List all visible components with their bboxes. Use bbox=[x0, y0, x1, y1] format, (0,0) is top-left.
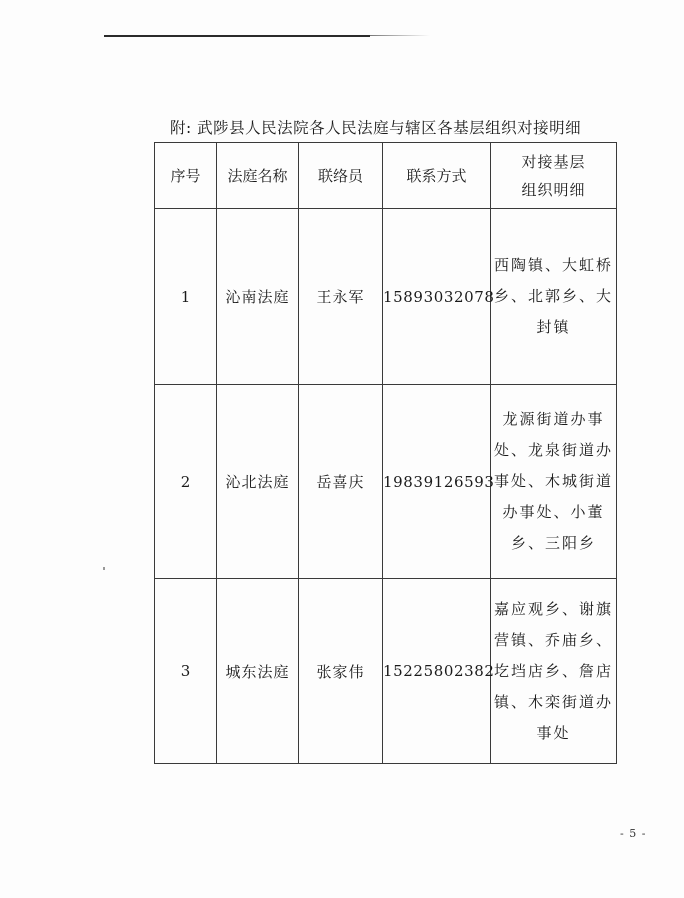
court-liaison-table bbox=[154, 142, 617, 764]
cell-seq: 2 bbox=[155, 385, 217, 579]
cell-contact: 岳喜庆 bbox=[299, 385, 383, 579]
page-number: - 5 - bbox=[620, 827, 647, 840]
cell-orgs: 西陶镇、大虹桥乡、北郭乡、大封镇 bbox=[491, 209, 617, 385]
cell-orgs: 嘉应观乡、谢旗营镇、乔庙乡、圪垱店乡、詹店镇、木栾街道办事处 bbox=[491, 579, 617, 764]
cell-phone: 15225802382 bbox=[383, 579, 491, 764]
header-rule-fade bbox=[370, 35, 430, 36]
table-row bbox=[155, 209, 617, 385]
cell-seq: 1 bbox=[155, 209, 217, 385]
table-row bbox=[155, 385, 617, 579]
cell-orgs: 龙源街道办事处、龙泉街道办事处、木城街道办事处、小董乡、三阳乡 bbox=[491, 385, 617, 579]
header-contact: 联络员 bbox=[299, 143, 383, 209]
header-org-line2: 组织明细 bbox=[521, 180, 586, 199]
cell-phone: 19839126593 bbox=[383, 385, 491, 579]
table-header-row bbox=[155, 143, 617, 209]
scan-speck bbox=[103, 567, 105, 570]
header-seq: 序号 bbox=[155, 143, 217, 209]
cell-seq: 3 bbox=[155, 579, 217, 764]
header-court: 法庭名称 bbox=[217, 143, 299, 209]
cell-contact: 张家伟 bbox=[299, 579, 383, 764]
header-org-line1: 对接基层 bbox=[521, 152, 586, 171]
page-title: 附: 武陟县人民法院各人民法庭与辖区各基层组织对接明细 bbox=[170, 119, 582, 137]
header-rule bbox=[104, 35, 370, 37]
cell-court: 沁北法庭 bbox=[217, 385, 299, 579]
cell-phone: 15893032078 bbox=[383, 209, 491, 385]
header-org bbox=[491, 143, 617, 209]
cell-court: 沁南法庭 bbox=[217, 209, 299, 385]
cell-contact: 王永军 bbox=[299, 209, 383, 385]
cell-court: 城东法庭 bbox=[217, 579, 299, 764]
header-phone: 联系方式 bbox=[383, 143, 491, 209]
table-row bbox=[155, 579, 617, 764]
